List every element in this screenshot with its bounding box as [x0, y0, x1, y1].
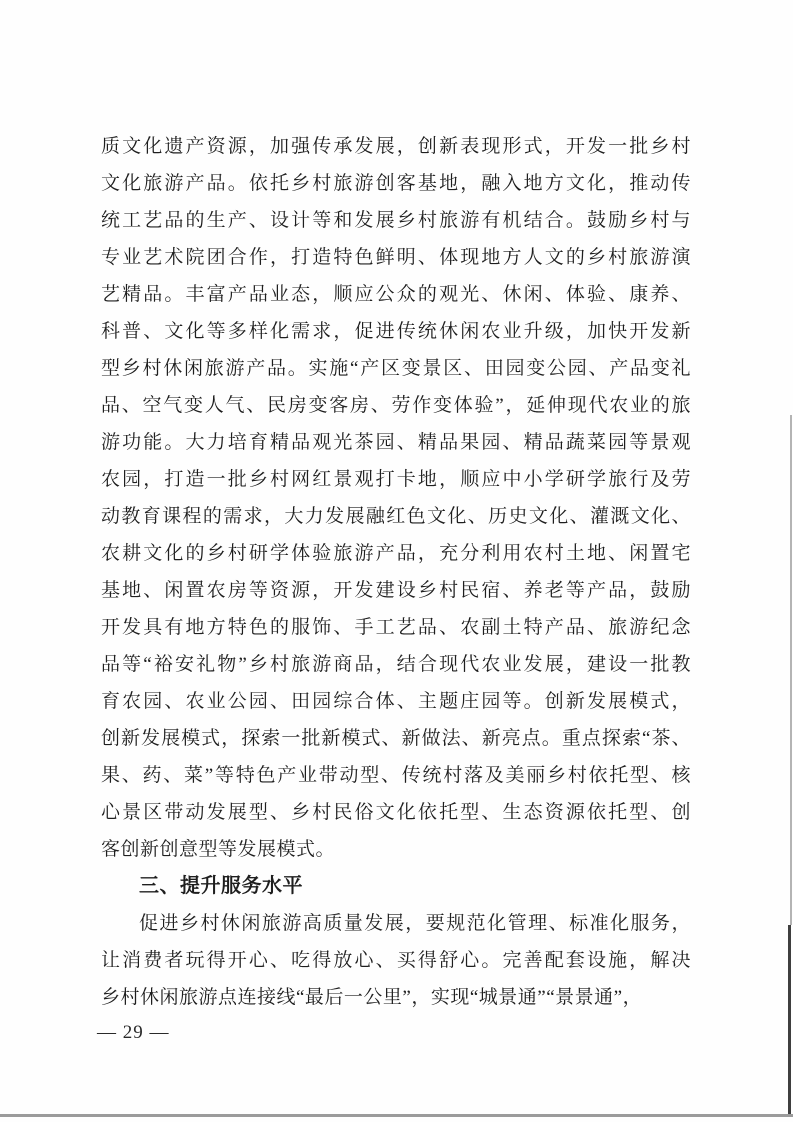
text-line: 果、药、菜”等特色产业带动型、传统村落及美丽乡村依托型、核 [101, 765, 691, 786]
text-line: 乡村休闲旅游点连接线“最后一公里”，实现“城景通”“景景通”， [101, 987, 643, 1008]
scan-edge-right-dark-artifact [788, 925, 791, 1115]
page-number: — 29 — [97, 1022, 170, 1043]
text-line: 科普、文化等多样化需求，促进传统休闲农业升级，加快开发新 [101, 321, 691, 342]
text-line: 动教育课程的需求，大力发展融红色文化、历史文化、灌溉文化、 [101, 506, 691, 527]
text-line: 农耕文化的乡村研学体验旅游产品，充分利用农村土地、闲置宅 [101, 543, 691, 564]
text-line: 客创新创意型等发展模式。 [101, 839, 336, 860]
text-line: 开发具有地方特色的服饰、手工艺品、农副土特产品、旅游纪念 [101, 617, 691, 638]
text-line: 创新发展模式，探索一批新模式、新做法、新亮点。重点探索“茶、 [101, 728, 691, 749]
text-line: 质文化遗产资源，加强传承发展，创新表现形式，开发一批乡村 [101, 136, 691, 157]
text-line: 统工艺品的生产、设计等和发展乡村旅游有机结合。鼓励乡村与 [101, 210, 691, 231]
text-line: 心景区带动发展型、乡村民俗文化依托型、生态资源依托型、创 [101, 802, 691, 823]
text-line: 基地、闲置农房等资源，开发建设乡村民宿、养老等产品，鼓励 [101, 580, 691, 601]
text-line: 品等“裕安礼物”乡村旅游商品，结合现代农业发展，建设一批教 [101, 654, 691, 675]
document-body [101, 128, 691, 1016]
text-line: 文化旅游产品。依托乡村旅游创客基地，融入地方文化，推动传 [101, 173, 691, 194]
text-line: 游功能。大力培育精品观光茶园、精品果园、精品蔬菜园等景观 [101, 432, 691, 453]
scan-edge-right-artifact [790, 415, 792, 925]
text-line: 促进乡村休闲旅游高质量发展，要规范化管理、标准化服务， [139, 913, 691, 934]
scan-edge-bottom-artifact [0, 1114, 793, 1117]
text-line: 农园，打造一批乡村网红景观打卡地，顺应中小学研学旅行及劳 [101, 469, 691, 490]
text-line: 让消费者玩得开心、吃得放心、买得舒心。完善配套设施，解决 [101, 950, 691, 971]
text-line: 专业艺术院团合作，打造特色鲜明、体现地方人文的乡村旅游演 [101, 247, 691, 268]
section-heading: 三、提升服务水平 [139, 875, 303, 897]
text-line: 品、空气变人气、民房变客房、劳作变体验”，延伸现代农业的旅 [101, 395, 691, 416]
text-line: 型乡村休闲旅游产品。实施“产区变景区、田园变公园、产品变礼 [101, 358, 691, 379]
text-line: 艺精品。丰富产品业态，顺应公众的观光、休闲、体验、康养、 [101, 284, 691, 305]
text-line: 育农园、农业公园、田园综合体、主题庄园等。创新发展模式， [101, 691, 691, 712]
